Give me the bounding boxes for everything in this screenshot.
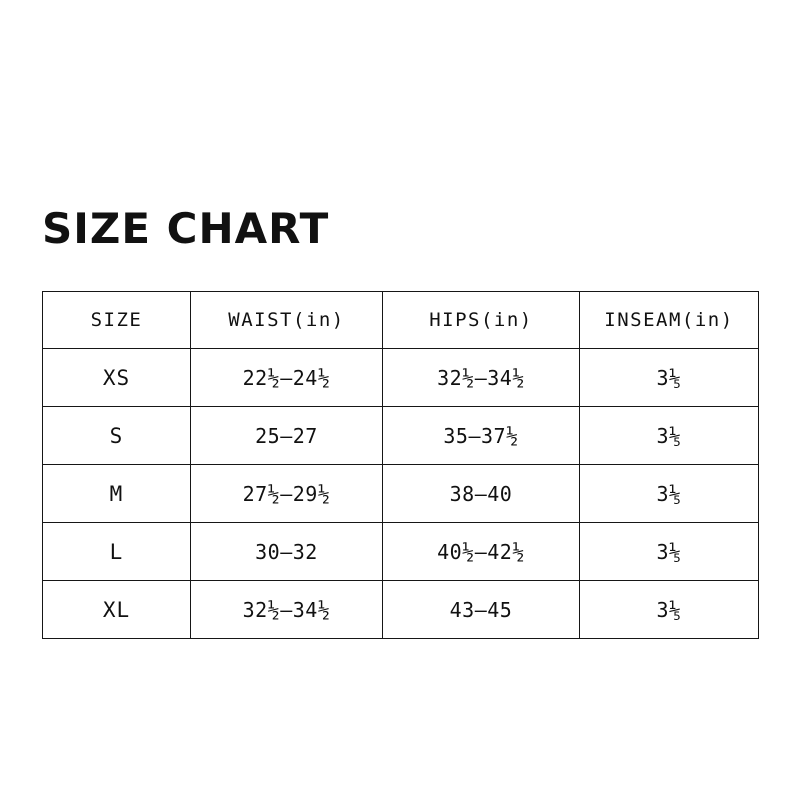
cell-hips: 40½–42½ — [383, 523, 580, 581]
table-row — [43, 407, 759, 465]
table-row — [43, 465, 759, 523]
cell-inseam: 3⅕ — [580, 407, 759, 465]
column-header-waist: WAIST(in) — [191, 292, 383, 349]
size-chart-table — [42, 291, 759, 639]
table-row — [43, 581, 759, 639]
cell-inseam: 3⅕ — [580, 523, 759, 581]
cell-hips: 38–40 — [383, 465, 580, 523]
cell-waist: 25–27 — [191, 407, 383, 465]
size-chart-table-wrapper — [42, 291, 758, 639]
column-header-inseam: INSEAM(in) — [580, 292, 759, 349]
cell-size: XS — [43, 349, 191, 407]
table-row — [43, 523, 759, 581]
cell-inseam: 3⅕ — [580, 465, 759, 523]
cell-hips: 35–37½ — [383, 407, 580, 465]
cell-waist: 27½–29½ — [191, 465, 383, 523]
cell-size: XL — [43, 581, 191, 639]
cell-size: L — [43, 523, 191, 581]
cell-inseam: 3⅕ — [580, 349, 759, 407]
column-header-size: SIZE — [43, 292, 191, 349]
cell-waist: 22½–24½ — [191, 349, 383, 407]
cell-size: S — [43, 407, 191, 465]
table-row — [43, 349, 759, 407]
cell-hips: 43–45 — [383, 581, 580, 639]
page-title: SIZE CHART — [42, 204, 330, 253]
cell-waist: 30–32 — [191, 523, 383, 581]
cell-hips: 32½–34½ — [383, 349, 580, 407]
table-header-row — [43, 292, 759, 349]
cell-waist: 32½–34½ — [191, 581, 383, 639]
cell-inseam: 3⅕ — [580, 581, 759, 639]
cell-size: M — [43, 465, 191, 523]
column-header-hips: HIPS(in) — [383, 292, 580, 349]
